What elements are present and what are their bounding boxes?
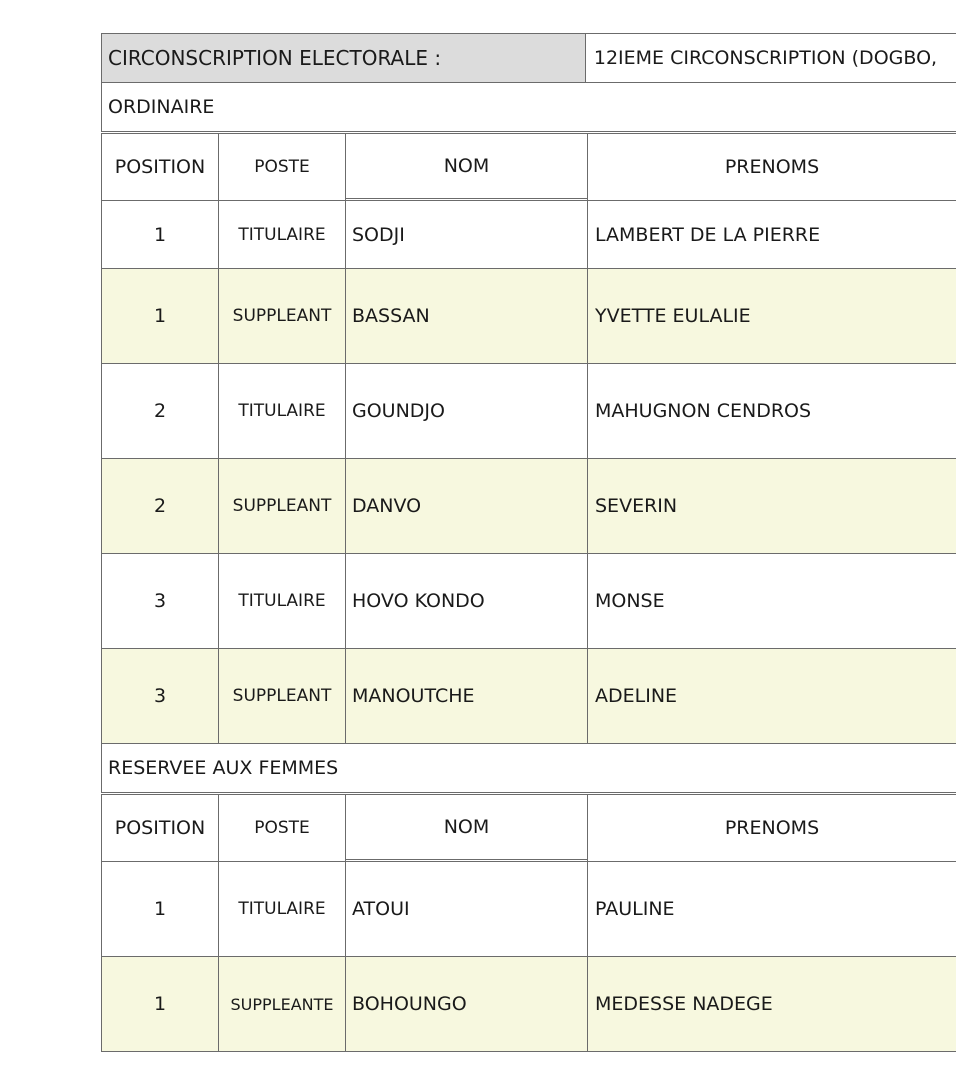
table-row — [102, 201, 956, 269]
cell-poste: TITULAIRE — [218, 553, 346, 649]
table-row — [102, 364, 956, 459]
column-header-poste: POSTE — [218, 133, 346, 201]
table-row — [102, 269, 956, 364]
cell-position: 2 — [101, 458, 219, 554]
cell-poste: SUPPLEANTE — [218, 956, 346, 1052]
constituency-value: 12IEME CIRCONSCRIPTION (DOGBO, — [585, 33, 956, 83]
cell-prenoms: MEDESSE NADEGE — [587, 956, 956, 1052]
column-header-prenoms: PRENOMS — [587, 133, 956, 201]
column-header-nom: NOM — [345, 133, 588, 199]
section-title-ordinaire: ORDINAIRE — [101, 82, 956, 132]
cell-nom: DANVO — [345, 458, 588, 554]
table-row — [102, 554, 956, 649]
cell-position: 3 — [101, 553, 219, 649]
column-header-poste: POSTE — [218, 794, 346, 862]
cell-prenoms: SEVERIN — [587, 458, 956, 554]
cell-prenoms: MONSE — [587, 553, 956, 649]
constituency-header — [102, 34, 956, 83]
cell-nom: BASSAN — [345, 268, 588, 364]
cell-poste: TITULAIRE — [218, 200, 346, 269]
cell-position: 1 — [101, 200, 219, 269]
cell-nom: MANOUTCHE — [345, 648, 588, 744]
cell-position: 2 — [101, 363, 219, 459]
cell-poste: TITULAIRE — [218, 363, 346, 459]
cell-position: 1 — [101, 861, 219, 957]
cell-poste: TITULAIRE — [218, 861, 346, 957]
cell-position: 1 — [101, 956, 219, 1052]
column-header-position: POSITION — [101, 133, 219, 201]
constituency-label: CIRCONSCRIPTION ELECTORALE : — [101, 33, 586, 83]
table-row — [102, 649, 956, 744]
table-header — [102, 795, 956, 862]
cell-prenoms: PAULINE — [587, 861, 956, 957]
column-header-position: POSITION — [101, 794, 219, 862]
cell-prenoms: YVETTE EULALIE — [587, 268, 956, 364]
cell-position: 3 — [101, 648, 219, 744]
cell-nom: HOVO KONDO — [345, 553, 588, 649]
electoral-list-document — [102, 34, 956, 1052]
cell-poste: SUPPLEANT — [218, 268, 346, 364]
table-row — [102, 459, 956, 554]
cell-prenoms: ADELINE — [587, 648, 956, 744]
table-row — [102, 862, 956, 957]
cell-nom: ATOUI — [345, 861, 588, 957]
cell-nom: BOHOUNGO — [345, 956, 588, 1052]
cell-prenoms: MAHUGNON CENDROS — [587, 363, 956, 459]
cell-nom: GOUNDJO — [345, 363, 588, 459]
section-title-reservee-aux-femmes: RESERVEE AUX FEMMES — [101, 743, 956, 793]
cell-poste: SUPPLEANT — [218, 458, 346, 554]
cell-prenoms: LAMBERT DE LA PIERRE — [587, 200, 956, 269]
cell-nom: SODJI — [345, 200, 588, 269]
column-header-nom: NOM — [345, 794, 588, 860]
cell-poste: SUPPLEANT — [218, 648, 346, 744]
table-header — [102, 134, 956, 201]
table-row — [102, 957, 956, 1052]
cell-position: 1 — [101, 268, 219, 364]
column-header-prenoms: PRENOMS — [587, 794, 956, 862]
